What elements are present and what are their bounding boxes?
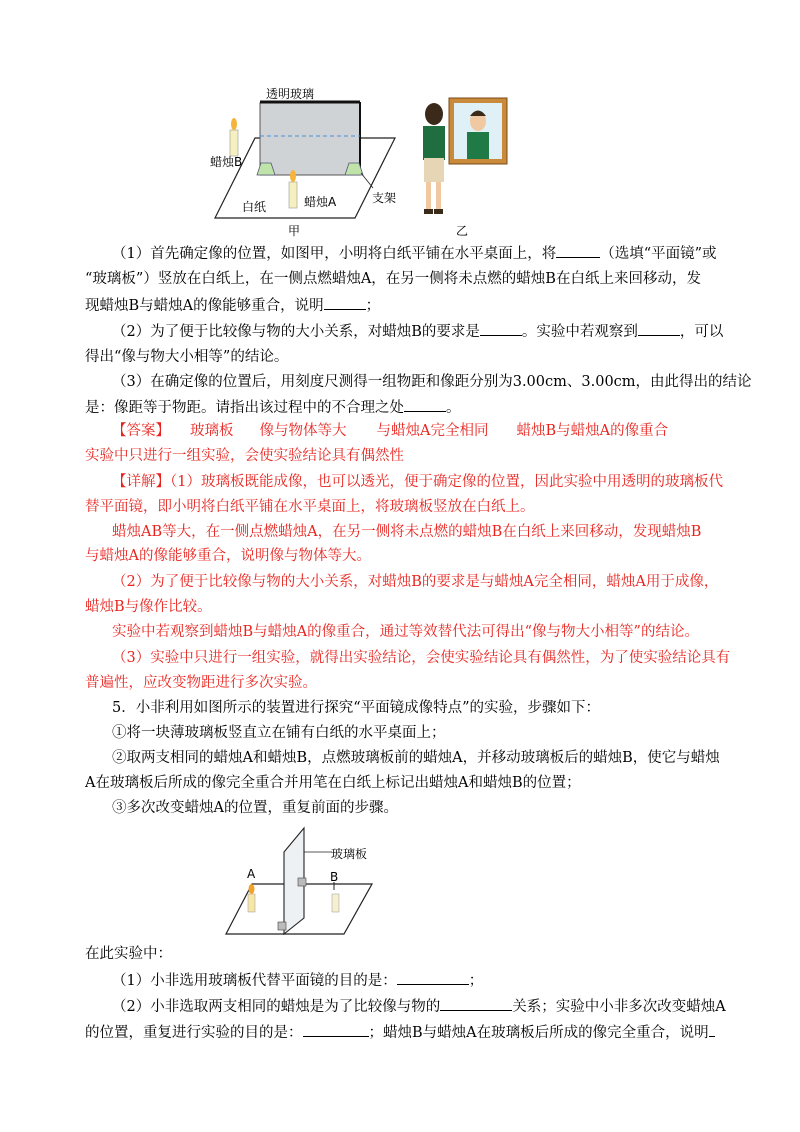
candle-b-label: 蜡烛B	[210, 155, 243, 169]
explain-line-6: 蜡烛B与像作比较。	[85, 599, 212, 615]
explain-line-5: （2）为了便于比较像与物的大小关系，对蜡烛B的要求是与蜡烛A完全相同，蜡烛A用于成像，	[112, 574, 719, 590]
q5-step-3: ③多次改变蜡烛A的位置，重复前面的步骤。	[112, 800, 398, 816]
figure-q5	[222, 822, 422, 942]
q3-line-1: （3）在确定像的位置后，用刻度尺测得一组物距和像距分别为3.00cm、3.00cm，由此得出的结论	[112, 374, 752, 390]
q5-step-1: ①将一块薄玻璃板竖直立在铺有白纸的水平桌面上；	[112, 725, 446, 741]
explain-line-7: 实验中若观察到蜡烛B与蜡烛A的像重合，通过等效替代法可得出“像与物大小相等”的结论。	[112, 624, 699, 640]
q5-label-a: A	[247, 867, 256, 881]
answer-tag: 【答案】	[112, 423, 170, 439]
explain-line-1: 【详解】（1）玻璃板既能成像，也可以透光，便于确定像的位置，因此实验中用透明的玻璃板代	[112, 474, 723, 490]
answer-line-2: 实验中只进行一组实验，会使实验结论具有偶然性	[85, 448, 404, 464]
q5-step-2a: ②取两支相同的蜡烛A和蜡烛B，点燃玻璃板前的蜡烛A，并移动玻璃板后的蜡烛B，使它与蜡烛	[112, 750, 720, 766]
explain-line-2: 替平面镜，即小明将白纸平铺在水平桌面上，将玻璃板竖放在白纸上。	[85, 499, 535, 515]
caption-yi: 乙	[456, 224, 469, 238]
answer-line-1: 【答案】 玻璃板 像与物体等大 与蜡烛A完全相同 蜡烛B与蜡烛A的像重合	[112, 423, 669, 439]
q5-in-exp: 在此实验中：	[85, 946, 172, 962]
stand-label: 支架	[372, 191, 397, 205]
q1-line-3: 现蜡烛B与蜡烛A的像能够重合，说明 ；	[85, 295, 725, 316]
explain-line-8: （3）实验中只进行一组实验，就得出实验结论，会使实验结论具有偶然性，为了使实验结论具有	[112, 650, 731, 666]
q5-sub-1: （1）小非选用玻璃板代替平面镜的目的是： ；	[112, 970, 752, 991]
q2-line-2: 得出“像与物大小相等”的结论。	[85, 349, 289, 365]
explain-tag: 【详解】	[112, 474, 170, 490]
paper-label: 白纸	[242, 200, 267, 214]
q1-line-2: “玻璃板”）竖放在白纸上，在一侧点燃蜡烛A，在另一侧将未点燃的蜡烛B在白纸上来回移动，发	[85, 271, 701, 287]
explain-line-9: 普遍性，应改变物距进行多次实验。	[85, 675, 317, 691]
caption-jia: 甲	[288, 224, 301, 238]
q5-intro: 5．小非利用如图所示的装置进行探究“平面镜成像特点”的实验，步骤如下：	[112, 700, 601, 716]
candle-a-label: 蜡烛A	[304, 195, 337, 209]
q5-label-b: B	[330, 870, 339, 884]
q2-line-1: （2）为了便于比较像与物的大小关系，对蜡烛B的要求是 。实验中若观察到 ，可以	[112, 321, 752, 342]
q5-sub-2a: （2）小非选取两支相同的蜡烛是为了比较像与物的 关系；实验中小非多次改变蜡烛A	[112, 996, 752, 1017]
figure-yi	[412, 96, 512, 218]
glass-label: 透明玻璃	[266, 87, 315, 101]
q3-line-2: 是：像距等于物距。请指出该过程中的不合理之处 。	[85, 397, 725, 418]
q5-step-2b: A在玻璃板后所成的像完全重合并用笔在白纸上标记出蜡烛A和蜡烛B的位置；	[85, 775, 581, 791]
q1-line-1: （1）首先确定像的位置，如图甲，小明将白纸平铺在水平桌面上，将 （选填“平面镜”或	[112, 243, 752, 264]
q5-glass-label: 玻璃板	[331, 847, 368, 861]
q5-sub-2b: 的位置，重复进行实验的目的是： ；蜡烛B与蜡烛A在玻璃板后所成的像完全重合，说明	[85, 1022, 725, 1043]
explain-line-3: 蜡烛AB等大，在一侧点燃蜡烛A，在另一侧将未点燃的蜡烛B在白纸上来回移动，发现蜡烛B	[112, 524, 702, 540]
explain-line-4: 与蜡烛A的像能够重合，说明像与物体等大。	[85, 548, 371, 564]
